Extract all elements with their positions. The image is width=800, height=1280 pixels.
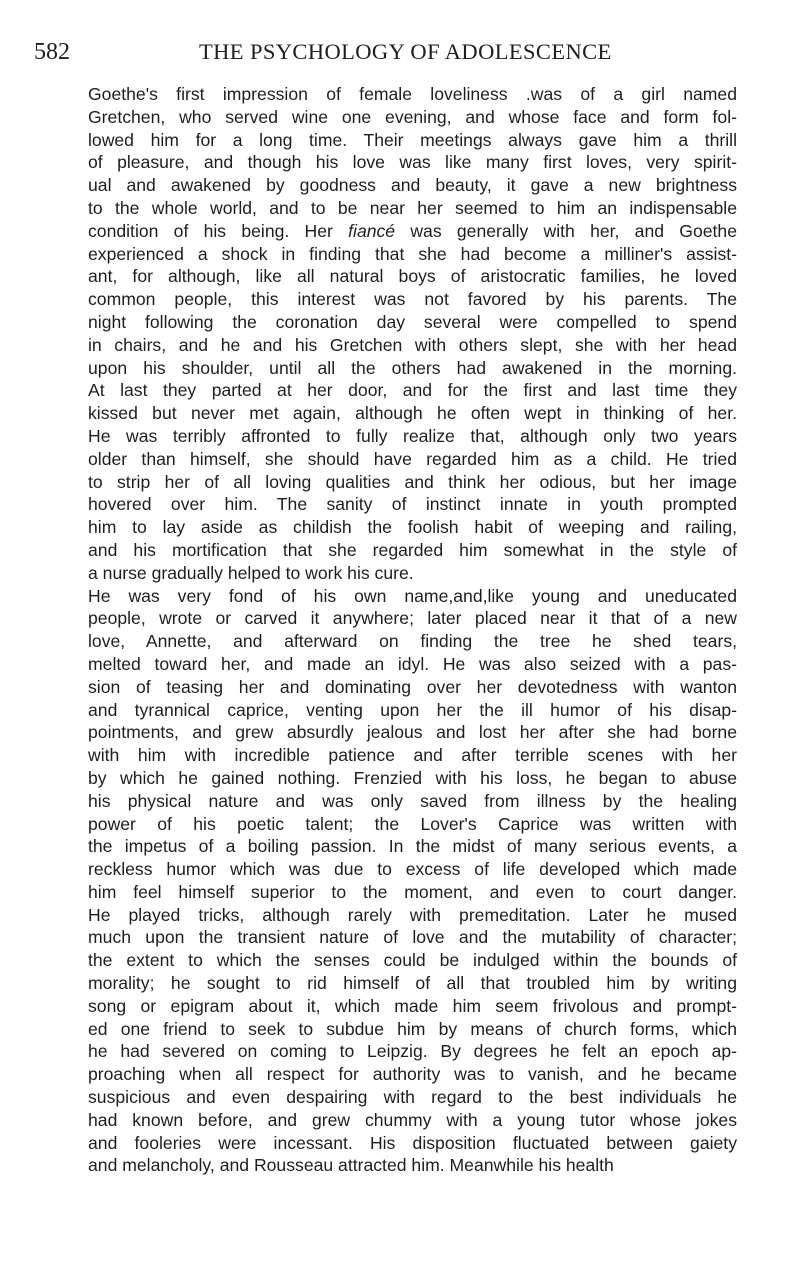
text-line: and his mortification that she regarded him somewhat in the style of	[88, 539, 737, 560]
text-line: older than himself, she should have regarded him as a child. He tried	[88, 448, 737, 469]
text-line: upon his shoulder, until all the others had awakened in the morning.	[88, 357, 737, 378]
text-line: hovered over him. The sanity of instinct innate in youth prompted	[88, 494, 737, 515]
text-line: ual and awakened by goodness and beauty, it gave a new brightness	[88, 175, 737, 196]
text-line: reckless humor which was due to excess of life developed which made	[88, 859, 737, 880]
text-line: He was terribly affronted to fully realize that, although only two years	[88, 425, 737, 446]
paragraph	[88, 585, 737, 1178]
text-line: to the whole world, and to be near her seemed to him an indispensable	[88, 197, 737, 218]
text-line: ant, for although, like all natural boys of aristocratic families, he loved	[88, 266, 737, 287]
body-text	[88, 83, 737, 1177]
text-line: he had severed on coming to Leipzig. By degrees he felt an epoch ap-	[88, 1041, 737, 1062]
text-line: He played tricks, although rarely with premeditation. Later he mused	[88, 904, 737, 925]
text-line: people, wrote or carved it anywhere; later placed near it that of a new	[88, 608, 737, 629]
text-line: to strip her of all loving qualities and think her odious, but her image	[88, 471, 737, 492]
running-head: THE PSYCHOLOGY OF ADOLESCENCE	[199, 39, 612, 64]
text-line: the extent to which the senses could be indulged within the bounds of	[88, 950, 737, 971]
text-line: condition of his being. Her fiancé was generally with her, and Goethe	[88, 220, 737, 241]
text-line: experienced a shock in finding that she had become a milliner's assist-	[88, 243, 737, 264]
text-line: proaching when all respect for authority was to vanish, and he became	[88, 1064, 737, 1085]
text-line: love, Annette, and afterward on finding the tree he shed tears,	[88, 631, 737, 652]
text-line: At last they parted at her door, and for the first and last time they	[88, 380, 737, 401]
text-line: his physical nature and was only saved from illness by the healing	[88, 790, 737, 811]
text-line: ed one friend to seek to subdue him by means of church forms, which	[88, 1018, 737, 1039]
text-line: and melancholy, and Rousseau attracted him. Meanwhile his health	[88, 1155, 614, 1176]
text-line: pointments, and grew absurdly jealous and lost her after she had borne	[88, 722, 737, 743]
text-line: morality; he sought to rid himself of all that troubled him by writing	[88, 973, 737, 994]
text-line: and tyrannical caprice, venting upon her the ill humor of his disap-	[88, 699, 737, 720]
text-line: the impetus of a boiling passion. In the midst of many serious events, a	[88, 836, 737, 857]
text-line: suspicious and even despairing with regard to the best individuals he	[88, 1087, 737, 1108]
text-line: He was very fond of his own name,and,like young and uneducated	[88, 585, 737, 606]
text-line: night following the coronation day several were compelled to spend	[88, 311, 737, 332]
text-line: with him with incredible patience and after terrible scenes with her	[88, 745, 737, 766]
text-line: Goethe's first impression of female loveliness .was of a girl named	[88, 84, 737, 104]
text-line: a nurse gradually helped to work his cure.	[88, 562, 414, 583]
text-line: of pleasure, and though his love was like many first loves, very spirit-	[88, 152, 737, 173]
text-line: Gretchen, who served wine one evening, and whose face and form fol-	[88, 106, 737, 127]
text-line: common people, this interest was not favored by his parents. The	[88, 289, 737, 310]
text-line: him feel himself superior to the moment, and even to court danger.	[88, 881, 737, 902]
italic-word: fiancé	[348, 220, 396, 241]
text-line: kissed but never met again, although he often wept in thinking of her.	[88, 403, 737, 424]
text-line: lowed him for a long time. Their meetings always gave him a thrill	[88, 129, 737, 150]
text-line: by which he gained nothing. Frenzied with his loss, he began to abuse	[88, 767, 737, 788]
text-line: sion of teasing her and dominating over her devotedness with wanton	[88, 676, 737, 697]
text-line: in chairs, and he and his Gretchen with others slept, she with her head	[88, 334, 737, 355]
text-line: power of his poetic talent; the Lover's Caprice was written with	[88, 813, 737, 834]
page-header	[34, 36, 734, 68]
text-line: melted toward her, and made an idyl. He was also seized with a pas-	[88, 653, 737, 674]
text-line: much upon the transient nature of love and the mutability of character;	[88, 927, 737, 948]
text-line: him to lay aside as childish the foolish habit of weeping and railing,	[88, 517, 737, 538]
text-line: song or epigram about it, which made him seem frivolous and prompt-	[88, 995, 737, 1016]
text-line: had known before, and grew chummy with a young tutor whose jokes	[88, 1109, 737, 1130]
page-number: 582	[34, 39, 70, 65]
paragraph	[88, 83, 737, 585]
text-line: and fooleries were incessant. His disposition fluctuated between gaiety	[88, 1132, 737, 1153]
